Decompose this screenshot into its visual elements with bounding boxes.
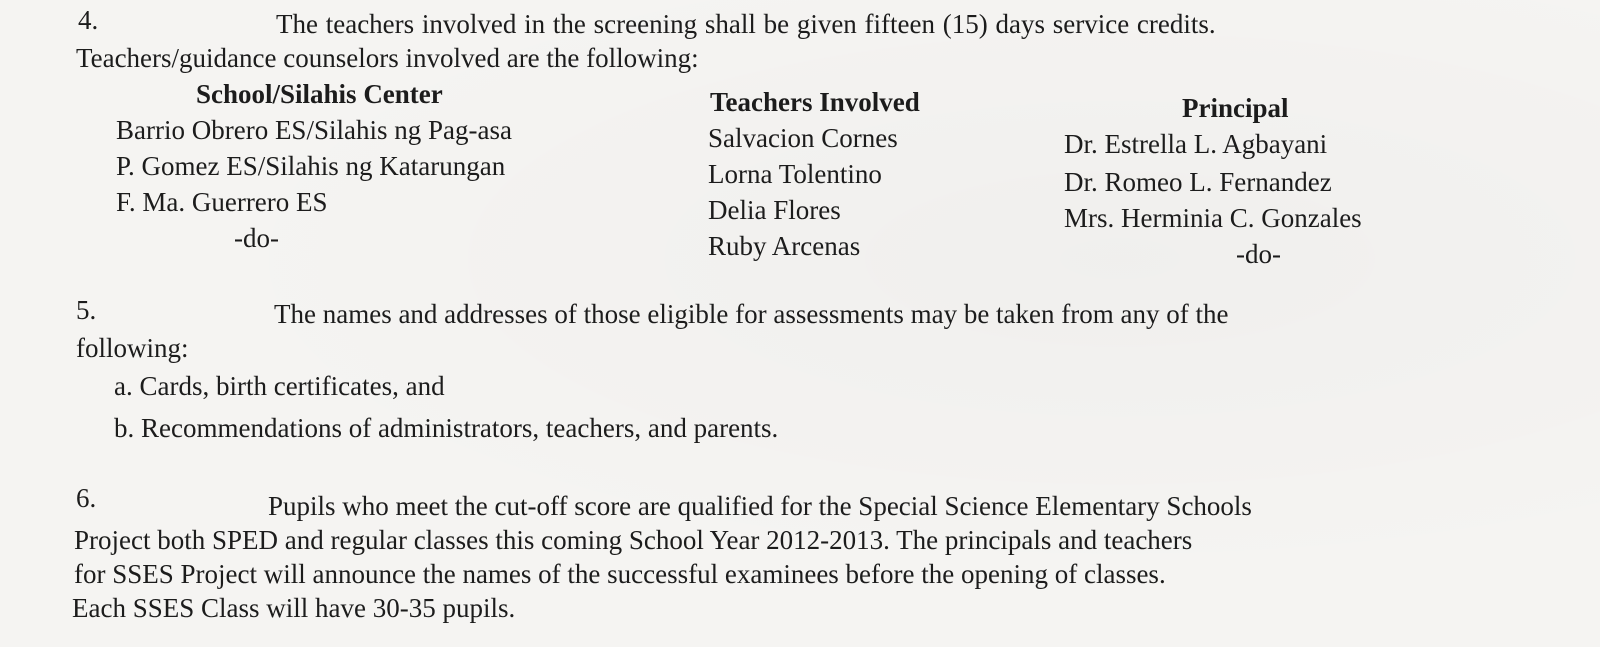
section-6-line-2: Project both SPED and regular classes this coming School Year 2012-2013. The principals and teachers (74, 525, 1193, 555)
section-6-line-1: Pupils who meet the cut-off score are qualified for the Special Science Elementary Schools (268, 491, 1252, 521)
section-4-line-1: The teachers involved in the screening shall be given fifteen (15) days service credits. (276, 9, 1216, 39)
teacher-row-2: Lorna Tolentino (708, 159, 882, 189)
school-row-4: -do- (234, 223, 279, 253)
principal-row-1: Dr. Estrella L. Agbayani (1064, 129, 1328, 159)
school-row-1: Barrio Obrero ES/Silahis ng Pag-asa (116, 115, 512, 145)
section-5-item-a: a. Cards, birth certificates, and (114, 371, 445, 401)
section-5-line-2: following: (76, 333, 189, 363)
principal-row-4: -do- (1236, 239, 1281, 269)
teacher-row-1: Salvacion Cornes (708, 123, 898, 153)
section-4-line-2: Teachers/guidance counselors involved are the following: (76, 43, 699, 73)
section-5-number: 5. (76, 295, 97, 325)
school-row-3: F. Ma. Guerrero ES (116, 187, 328, 217)
teacher-row-4: Ruby Arcenas (708, 231, 861, 261)
header-teachers: Teachers Involved (710, 87, 920, 117)
header-school: School/Silahis Center (196, 79, 443, 109)
school-row-2: P. Gomez ES/Silahis ng Katarungan (116, 151, 506, 181)
section-6-number: 6. (76, 483, 97, 513)
header-principal: Principal (1182, 93, 1289, 123)
section-6-line-4: Each SSES Class will have 30-35 pupils. (72, 593, 516, 623)
principal-row-2: Dr. Romeo L. Fernandez (1064, 167, 1332, 197)
section-6-line-3: for SSES Project will announce the names of the successful examinees before the opening of classes. (74, 559, 1166, 589)
section-5-item-b: b. Recommendations of administrators, teachers, and parents. (114, 413, 779, 443)
teacher-row-3: Delia Flores (708, 195, 841, 225)
principal-row-3: Mrs. Herminia C. Gonzales (1064, 203, 1362, 233)
section-5-line-1: The names and addresses of those eligible for assessments may be taken from any of the (274, 299, 1229, 329)
section-4-number: 4. (78, 5, 99, 35)
